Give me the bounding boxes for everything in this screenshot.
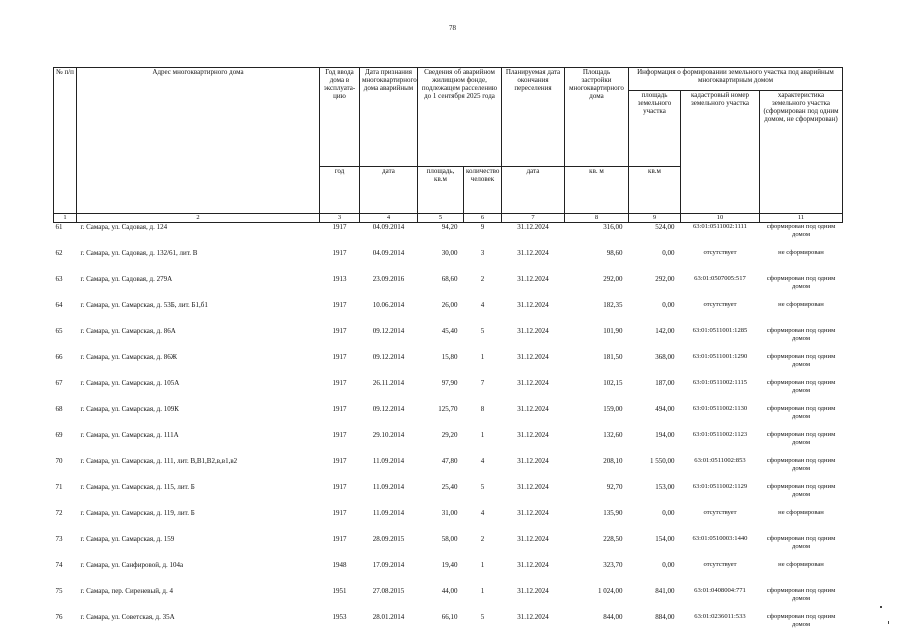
row-year: 1917 <box>332 327 347 335</box>
row-cadastral-number: 63:01:0408004:771 <box>694 587 746 594</box>
unit-plan-date: дата <box>502 167 565 214</box>
row-land-area: 154,00 <box>655 535 675 543</box>
table-row <box>54 535 843 561</box>
column-number: 1 <box>54 214 77 223</box>
row-number: 74 <box>55 561 63 569</box>
unit-building-area: кв. м <box>565 167 629 214</box>
row-land-area: 0,00 <box>662 249 675 257</box>
row-land-characteristic: сформирован под одним домом <box>766 457 836 472</box>
row-address: г. Самара, ул. Самарская, д. 105А <box>80 379 180 387</box>
row-land-area: 292,00 <box>655 275 675 283</box>
row-land-area: 194,00 <box>655 431 675 439</box>
table-row <box>54 353 843 379</box>
row-area: 44,00 <box>441 587 458 595</box>
row-recognition-date: 27.08.2015 <box>372 587 405 595</box>
row-land-characteristic: не сформирован <box>778 561 824 568</box>
row-people: 5 <box>480 327 485 335</box>
row-land-characteristic: сформирован под одним домом <box>766 275 836 290</box>
row-address: г. Самара, ул. Самарская, д. 53Б, лит. Б1,б1 <box>80 301 208 309</box>
row-building-area: 182,35 <box>603 301 623 309</box>
row-building-area: 135,90 <box>603 509 623 517</box>
row-address: г. Самара, ул. Самарская, д. 159 <box>80 535 175 543</box>
row-land-area: 524,00 <box>655 223 675 231</box>
row-number: 62 <box>55 249 63 257</box>
row-recognition-date: 29.10.2014 <box>372 431 405 439</box>
table-row <box>54 509 843 535</box>
row-building-area: 101,90 <box>603 327 623 335</box>
row-number: 67 <box>55 379 63 387</box>
row-number: 70 <box>55 457 63 465</box>
row-address: г. Самара, ул. Самарская, д. 111А <box>80 431 179 439</box>
row-area: 97,90 <box>441 379 458 387</box>
row-cadastral-number: отсутствует <box>703 301 737 308</box>
row-recognition-date: 23.09.2016 <box>372 275 405 283</box>
row-building-area: 92,70 <box>606 483 623 491</box>
unit-date: дата <box>360 167 418 214</box>
row-cadastral-number: 63:01:0511002:1129 <box>692 483 748 490</box>
row-area: 25,40 <box>441 483 458 491</box>
row-address: г. Самара, ул. Самарская, д. 86А <box>80 327 176 335</box>
table-row <box>54 587 843 613</box>
row-people: 1 <box>480 431 485 439</box>
row-land-characteristic: сформирован под одним домом <box>766 223 836 238</box>
scan-speck <box>880 606 882 608</box>
row-year: 1917 <box>332 483 347 491</box>
row-planned-date: 31.12.2024 <box>517 379 549 387</box>
header-year: Год ввода дома в эксплуата-цию <box>320 68 360 167</box>
row-land-characteristic: не сформирован <box>778 249 824 256</box>
row-recognition-date: 11.09.2014 <box>372 509 405 517</box>
row-people: 8 <box>480 405 485 413</box>
row-address: г. Самара, ул. Самарская, д. 109К <box>80 405 179 413</box>
row-address: г. Самара, ул. Самарская, д. 111, лит. В,В1,В2,в,в1,в2 <box>80 457 238 465</box>
row-building-area: 1 024,00 <box>598 587 623 595</box>
row-area: 58,00 <box>441 535 458 543</box>
row-year: 1917 <box>332 457 347 465</box>
row-recognition-date: 28.01.2014 <box>372 613 405 621</box>
row-number: 65 <box>55 327 63 335</box>
row-number: 76 <box>55 613 63 621</box>
row-number: 72 <box>55 509 63 517</box>
row-address: г. Самара, ул. Садовая, д. 279А <box>80 275 173 283</box>
row-year: 1917 <box>332 301 347 309</box>
table-body <box>54 223 843 640</box>
header-emergency-fund: Сведения об аварийном жилищном фонде, подлежащем расселению до 1 сентября 2025 года <box>418 68 502 167</box>
column-number-row <box>54 214 843 223</box>
column-number: 8 <box>565 214 629 223</box>
row-recognition-date: 09.12.2014 <box>372 405 405 413</box>
row-planned-date: 31.12.2024 <box>517 327 549 335</box>
row-planned-date: 31.12.2024 <box>517 483 549 491</box>
row-land-characteristic: сформирован под одним домом <box>766 483 836 498</box>
row-recognition-date: 04.09.2014 <box>372 223 405 231</box>
row-land-characteristic: не сформирован <box>778 301 824 308</box>
row-land-characteristic: сформирован под одним домом <box>766 613 836 628</box>
row-recognition-date: 11.09.2014 <box>372 457 405 465</box>
row-address: г. Самара, ул. Самарская, д. 119, лит. Б <box>80 509 195 517</box>
row-building-area: 132,60 <box>603 431 623 439</box>
row-cadastral-number: отсутствует <box>703 509 737 516</box>
row-area: 31,00 <box>441 509 458 517</box>
column-number: 9 <box>629 214 681 223</box>
header-address: Адрес многоквартирного дома <box>77 68 320 214</box>
row-planned-date: 31.12.2024 <box>517 301 549 309</box>
row-land-area: 368,00 <box>655 353 675 361</box>
column-number: 2 <box>77 214 320 223</box>
row-cadastral-number: отсутствует <box>703 249 737 256</box>
row-address: г. Самара, ул. Садовая, д. 124 <box>80 223 168 231</box>
emergency-housing-table <box>53 67 843 639</box>
row-land-area: 494,00 <box>655 405 675 413</box>
row-land-characteristic: сформирован под одним домом <box>766 405 836 420</box>
table-row <box>54 483 843 509</box>
row-building-area: 102,15 <box>603 379 623 387</box>
header-recognition-date: Дата признания многоквартирного дома аварийным <box>360 68 418 167</box>
row-land-area: 142,00 <box>655 327 675 335</box>
row-number: 66 <box>55 353 63 361</box>
row-cadastral-number: 63:01:0236011:533 <box>694 613 746 620</box>
row-planned-date: 31.12.2024 <box>517 587 549 595</box>
table-row <box>54 561 843 587</box>
header-cadastral-number: кадастровый номер земельного участка <box>681 91 760 214</box>
row-land-area: 0,00 <box>662 301 675 309</box>
row-address: г. Самара, ул. Садовая, д. 132/61, лит. В <box>80 249 198 257</box>
row-cadastral-number: 63:01:0511002:853 <box>694 457 746 464</box>
row-year: 1917 <box>332 405 347 413</box>
row-people: 5 <box>480 613 485 621</box>
row-planned-date: 31.12.2024 <box>517 613 549 621</box>
row-cadastral-number: отсутствует <box>703 561 737 568</box>
row-year: 1948 <box>332 561 347 569</box>
row-land-area: 187,00 <box>655 379 675 387</box>
row-year: 1917 <box>332 379 347 387</box>
scan-speck <box>888 621 889 624</box>
row-building-area: 292,00 <box>603 275 623 283</box>
row-year: 1917 <box>332 353 347 361</box>
row-number: 71 <box>55 483 63 491</box>
column-number: 11 <box>760 214 843 223</box>
row-people: 9 <box>480 223 485 231</box>
row-planned-date: 31.12.2024 <box>517 353 549 361</box>
row-planned-date: 31.12.2024 <box>517 457 549 465</box>
row-number: 73 <box>55 535 63 543</box>
unit-year: год <box>320 167 360 214</box>
table-row <box>54 275 843 301</box>
row-area: 94,20 <box>441 223 458 231</box>
row-year: 1917 <box>332 535 347 543</box>
row-planned-date: 31.12.2024 <box>517 275 549 283</box>
row-planned-date: 31.12.2024 <box>517 249 549 257</box>
row-land-area: 1 550,00 <box>650 457 675 465</box>
row-people: 4 <box>480 509 485 517</box>
row-land-characteristic: сформирован под одним домом <box>766 431 836 446</box>
row-people: 5 <box>480 483 485 491</box>
table-row <box>54 223 843 250</box>
table-row <box>54 327 843 353</box>
header-land-characteristic: характеристика земельного участка (сформирован под одним домом, не сформирован) <box>760 91 843 214</box>
table-row <box>54 457 843 483</box>
row-address: г. Самара, ул. Санфировой, д. 104а <box>80 561 184 569</box>
row-year: 1917 <box>332 431 347 439</box>
row-people: 1 <box>480 561 485 569</box>
row-recognition-date: 09.12.2014 <box>372 327 405 335</box>
row-number: 61 <box>55 223 63 231</box>
row-people: 7 <box>480 379 485 387</box>
row-building-area: 228,50 <box>603 535 623 543</box>
row-area: 30,00 <box>441 249 458 257</box>
row-cadastral-number: 63:01:0511002:1130 <box>692 405 748 412</box>
row-address: г. Самара, ул. Советская, д. 35А <box>80 613 175 621</box>
row-planned-date: 31.12.2024 <box>517 431 549 439</box>
column-number: 3 <box>320 214 360 223</box>
page-number: 78 <box>449 24 456 32</box>
table-header <box>54 68 843 223</box>
row-land-characteristic: сформирован под одним домом <box>766 353 836 368</box>
table-row <box>54 379 843 405</box>
row-recognition-date: 28.09.2015 <box>372 535 405 543</box>
row-recognition-date: 17.09.2014 <box>372 561 405 569</box>
table-row <box>54 405 843 431</box>
row-land-characteristic: сформирован под одним домом <box>766 327 836 342</box>
row-planned-date: 31.12.2024 <box>517 405 549 413</box>
row-number: 64 <box>55 301 63 309</box>
table-row <box>54 249 843 275</box>
row-address: г. Самара, ул. Самарская, д. 86Ж <box>80 353 177 361</box>
row-building-area: 323,70 <box>603 561 623 569</box>
column-number: 7 <box>502 214 565 223</box>
row-cadastral-number: 63:01:0507005:517 <box>694 275 746 282</box>
row-number: 68 <box>55 405 63 413</box>
row-cadastral-number: 63:01:0511001:1290 <box>692 353 748 360</box>
column-number: 5 <box>418 214 464 223</box>
row-land-characteristic: сформирован под одним домом <box>766 535 836 550</box>
row-planned-date: 31.12.2024 <box>517 535 549 543</box>
row-building-area: 208,10 <box>603 457 623 465</box>
row-people: 4 <box>480 301 485 309</box>
header-building-area: Площадь застройки многоквартирного дома <box>565 68 629 167</box>
row-planned-date: 31.12.2024 <box>517 561 549 569</box>
row-people: 1 <box>480 353 485 361</box>
row-building-area: 98,60 <box>606 249 623 257</box>
row-number: 63 <box>55 275 63 283</box>
row-people: 4 <box>480 457 485 465</box>
header-land-info: Информация о формировании земельного участка под аварийным многоквартирным домом <box>629 68 843 91</box>
row-building-area: 844,00 <box>603 613 623 621</box>
row-planned-date: 31.12.2024 <box>517 223 549 231</box>
unit-area: площадь, кв.м <box>418 167 464 214</box>
row-cadastral-number: 63:01:0511002:1115 <box>692 379 748 386</box>
column-number: 4 <box>360 214 418 223</box>
table-row <box>54 431 843 457</box>
row-area: 125,70 <box>438 405 458 413</box>
row-number: 69 <box>55 431 63 439</box>
row-address: г. Самара, пер. Сиреневый, д. 4 <box>80 587 173 595</box>
row-area: 19,40 <box>441 561 458 569</box>
row-land-area: 153,00 <box>655 483 675 491</box>
row-cadastral-number: 63:01:0510003:1440 <box>692 535 748 542</box>
row-year: 1917 <box>332 249 347 257</box>
row-year: 1913 <box>332 275 347 283</box>
header-land-area: площадь земельного участка <box>629 91 681 167</box>
column-number: 10 <box>681 214 760 223</box>
row-area: 26,00 <box>441 301 458 309</box>
row-area: 29,20 <box>441 431 458 439</box>
unit-land-area: кв.м <box>629 167 681 214</box>
header-planned-date: Планируемая дата окончания переселения <box>502 68 565 167</box>
row-planned-date: 31.12.2024 <box>517 509 549 517</box>
row-area: 45,40 <box>441 327 458 335</box>
row-year: 1953 <box>332 613 347 621</box>
row-recognition-date: 11.09.2014 <box>372 483 405 491</box>
row-area: 68,60 <box>441 275 458 283</box>
row-year: 1951 <box>332 587 347 595</box>
row-recognition-date: 10.06.2014 <box>372 301 405 309</box>
row-area: 15,80 <box>441 353 458 361</box>
row-area: 66,10 <box>441 613 458 621</box>
table-row <box>54 301 843 327</box>
row-land-characteristic: сформирован под одним домом <box>766 379 836 394</box>
row-recognition-date: 09.12.2014 <box>372 353 405 361</box>
table-row <box>54 613 843 639</box>
column-number: 6 <box>464 214 502 223</box>
row-people: 3 <box>480 249 485 257</box>
row-recognition-date: 26.11.2014 <box>372 379 405 387</box>
row-year: 1917 <box>332 509 347 517</box>
row-cadastral-number: 63:01:0511002:1123 <box>692 431 748 438</box>
row-land-area: 884,00 <box>655 613 675 621</box>
row-building-area: 181,50 <box>603 353 623 361</box>
row-year: 1917 <box>332 223 347 231</box>
row-land-area: 0,00 <box>662 509 675 517</box>
row-area: 47,80 <box>441 457 458 465</box>
row-land-characteristic: сформирован под одним домом <box>766 587 836 602</box>
row-building-area: 316,00 <box>603 223 623 231</box>
row-land-area: 0,00 <box>662 561 675 569</box>
row-people: 2 <box>480 275 485 283</box>
row-recognition-date: 04.09.2014 <box>372 249 405 257</box>
row-building-area: 159,00 <box>603 405 623 413</box>
row-land-area: 841,00 <box>655 587 675 595</box>
row-address: г. Самара, ул. Самарская, д. 115, лит. Б <box>80 483 195 491</box>
row-people: 1 <box>480 587 485 595</box>
row-people: 2 <box>480 535 485 543</box>
row-land-characteristic: не сформирован <box>778 509 824 516</box>
header-no: № п/п <box>54 68 77 214</box>
unit-people: количество человек <box>464 167 502 214</box>
row-cadastral-number: 63:01:0511001:1285 <box>692 327 748 334</box>
row-cadastral-number: 63:01:0511002:1111 <box>693 223 747 230</box>
row-number: 75 <box>55 587 63 595</box>
